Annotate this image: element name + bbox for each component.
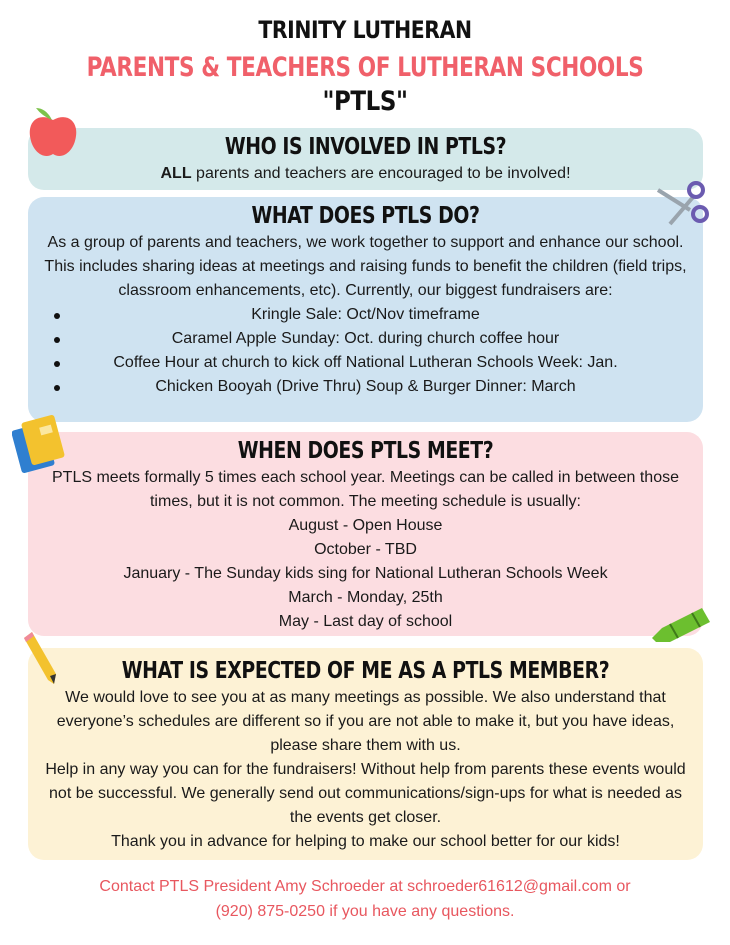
bullet-icon bbox=[54, 361, 60, 367]
schedule-item: January - The Sunday kids sing for National Lutheran Schools Week bbox=[123, 565, 608, 582]
bullet-icon bbox=[54, 385, 60, 391]
when-text: PTLS meets formally 5 times each school year. Meetings can be called in between those times, but it is not common. The meeting schedule is usually: bbox=[52, 469, 679, 510]
crayon-icon bbox=[650, 604, 712, 644]
list-item: Caramel Apple Sunday: Oct. during church coffee hour bbox=[28, 327, 703, 351]
expected-p3: Thank you in advance for helping to make our school better for our kids! bbox=[111, 833, 620, 850]
expected-p2: Help in any way you can for the fundraisers! Without help from parents these events would not be successful. We generally send out communications/sign-ups for what is needed as the events get closer. bbox=[45, 761, 686, 826]
what-section bbox=[28, 197, 703, 422]
scissors-icon bbox=[654, 180, 710, 228]
bullet-icon bbox=[54, 337, 60, 343]
who-heading: WHO IS INVOLVED IN PTLS? bbox=[224, 134, 507, 160]
org-name: PARENTS & TEACHERS OF LUTHERAN SCHOOLS bbox=[86, 52, 644, 83]
org-acronym: "PTLS" bbox=[322, 86, 408, 117]
notebooks-icon bbox=[12, 414, 70, 474]
list-item: Coffee Hour at church to kick off National Lutheran Schools Week: Jan. bbox=[28, 351, 703, 375]
schedule-item: May - Last day of school bbox=[278, 613, 453, 630]
who-bold: ALL bbox=[160, 165, 192, 182]
pencil-icon bbox=[20, 630, 60, 686]
schedule-item: August - Open House bbox=[288, 517, 443, 534]
apple-icon bbox=[28, 104, 78, 160]
when-heading: WHEN DOES PTLS MEET? bbox=[237, 438, 494, 464]
contact-footer: Contact PTLS President Amy Schroeder at schroeder61612@gmail.com or (920) 875-0250 if you have any questions. bbox=[99, 878, 631, 920]
bullet-icon bbox=[54, 313, 60, 319]
list-item: Chicken Booyah (Drive Thru) Soup & Burger Dinner: March bbox=[28, 375, 703, 399]
schedule-item: March - Monday, 25th bbox=[288, 589, 443, 606]
who-text: parents and teachers are encouraged to be involved! bbox=[191, 165, 571, 182]
who-section bbox=[28, 128, 703, 190]
what-heading: WHAT DOES PTLS DO? bbox=[251, 203, 480, 229]
what-text: As a group of parents and teachers, we work together to support and enhance our school. This includes sharing ideas at meetings and raising funds to benefit the children (field trips, classroom enhancements, etc). Currently, our biggest fundraisers are: bbox=[44, 234, 687, 299]
schedule-item: October - TBD bbox=[314, 541, 417, 558]
expected-p1: We would love to see you at as many meetings as possible. We also understand that everyone’s schedules are different so if you are not able to make it, but you have ideas, please share them with us. bbox=[56, 689, 675, 754]
expected-heading: WHAT IS EXPECTED OF ME AS A PTLS MEMBER? bbox=[121, 658, 610, 684]
expected-section bbox=[28, 648, 703, 860]
school-name: TRINITY LUTHERAN bbox=[258, 16, 472, 44]
fundraiser-list bbox=[28, 303, 703, 399]
list-item: Kringle Sale: Oct/Nov timeframe bbox=[28, 303, 703, 327]
when-section bbox=[28, 432, 703, 636]
